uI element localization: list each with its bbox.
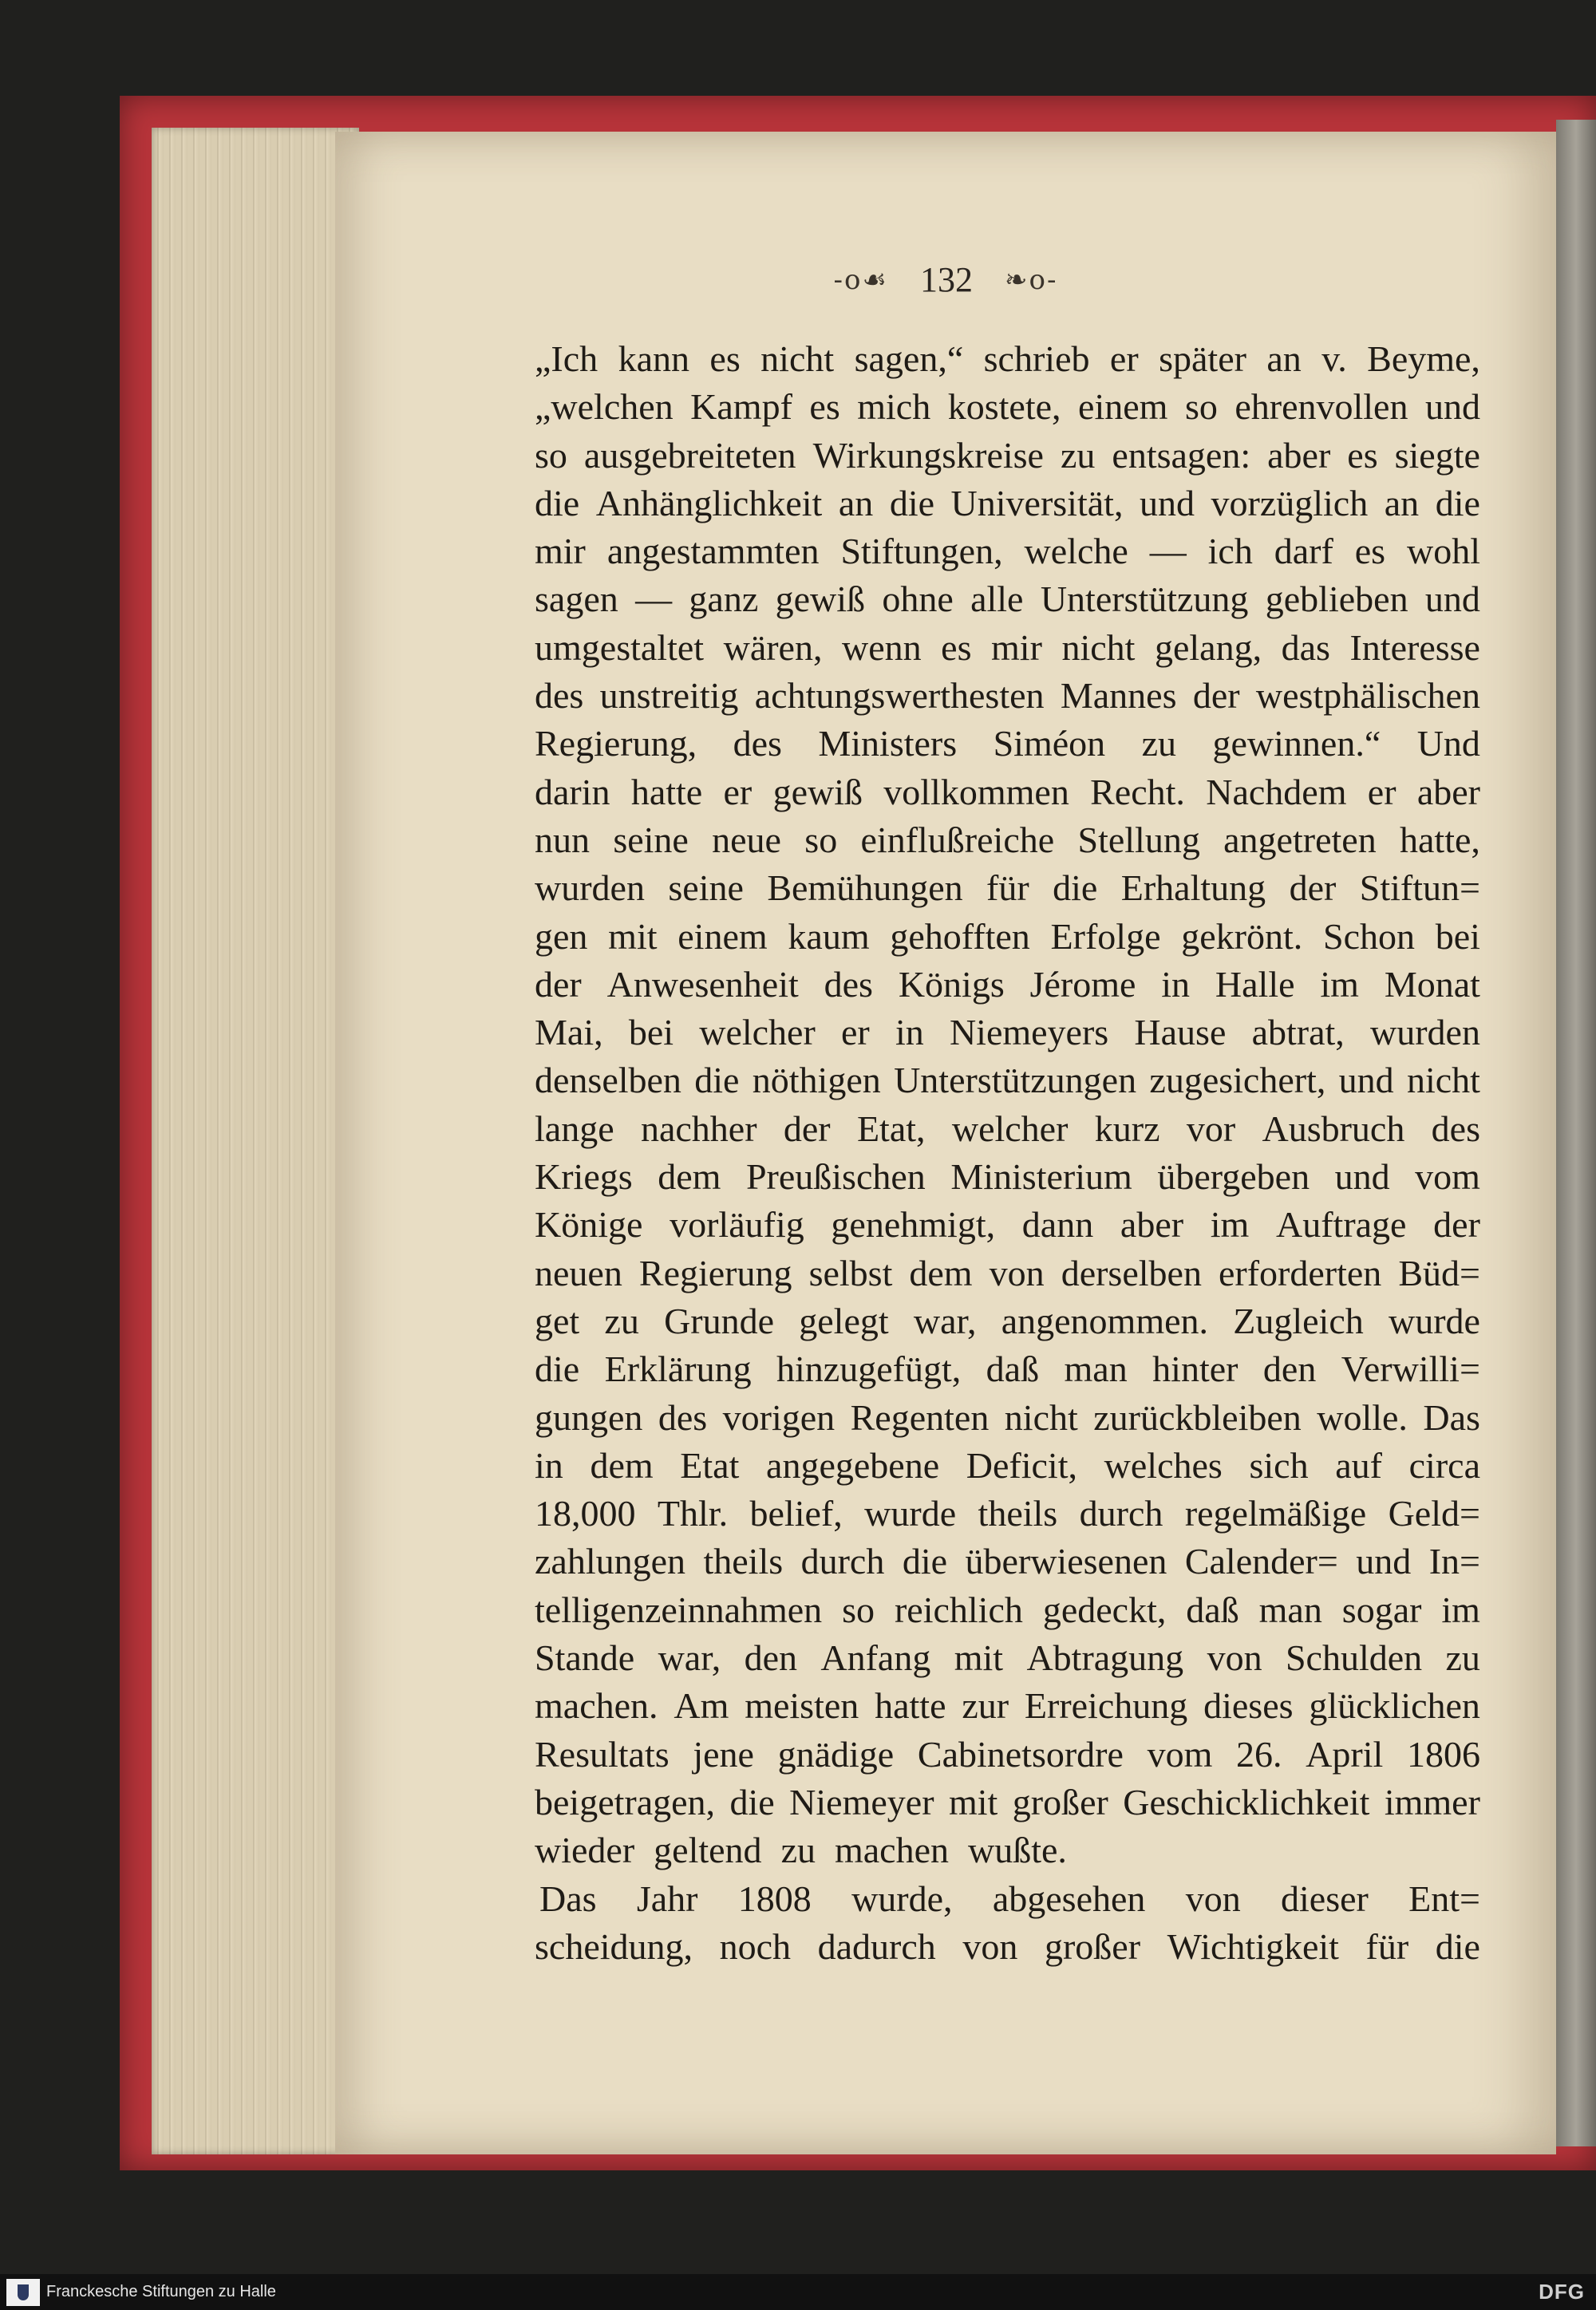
text-line: scheidung, noch dadurch von großer Wichtigkeit für die	[535, 1925, 1480, 1967]
text-line: telligenzeinnahmen so reichlich gedeckt, daß man sogar im	[535, 1589, 1480, 1630]
text-line: wurden seine Bemühungen für die Erhaltung der Stiftun=	[535, 867, 1480, 909]
text-line: mir angestammten Stiftungen, welche — ich darf es wohl	[535, 531, 1480, 572]
text-line: neuen Regierung selbst dem von derselben erforderten Büd=	[535, 1252, 1480, 1293]
text-line: gen mit einem kaum gehofften Erfolge gekrönt. Schon bei	[535, 915, 1480, 957]
text-line: machen. Am meisten hatte zur Erreichung dieses glücklichen	[535, 1685, 1480, 1727]
text-line: lange nachher der Etat, welcher kurz vor Ausbruch des	[535, 1108, 1480, 1149]
text-line: darin hatte er gewiß vollkommen Recht. Nachdem er aber	[535, 771, 1480, 812]
text-line: zahlungen theils durch die überwiesenen Calender= und In=	[535, 1541, 1480, 1582]
ornament-right-icon: ❧o-	[1005, 263, 1058, 296]
text-line: Kriegs dem Preußischen Ministerium übergeben und vom	[535, 1156, 1480, 1198]
dfg-logo: DFG	[1539, 2280, 1585, 2304]
book-page	[335, 132, 1556, 2154]
text-line: nun seine neue so einflußreiche Stellung angetreten hatte,	[535, 819, 1480, 860]
page-number: 132	[920, 260, 973, 299]
viewer-footer	[0, 2274, 1596, 2310]
text-line: die Anhänglichkeit an die Universität, und vorzüglich an die	[535, 482, 1480, 523]
text-line: umgestaltet wären, wenn es mir nicht gelang, das Interesse	[535, 626, 1480, 668]
body-text	[535, 335, 1480, 1971]
text-line: Könige vorläufig genehmigt, dann aber im Auftrage der	[535, 1204, 1480, 1246]
text-line: so ausgebreiteten Wirkungskreise zu entsagen: aber es siegte	[535, 434, 1480, 476]
text-line: des unstreitig achtungswerthesten Mannes der westphälischen	[535, 675, 1480, 717]
book-spine-edge	[1556, 120, 1596, 2146]
text-line: „welchen Kampf es mich kostete, einem so ehrenvollen und	[535, 386, 1480, 428]
text-line: die Erklärung hinzugefügt, daß man hinter den Verwilli=	[535, 1348, 1480, 1390]
text-line: denselben die nöthigen Unterstützungen zugesichert, und nicht	[535, 1060, 1480, 1101]
text-line: Stande war, den Anfang mit Abtragung von Schulden zu	[535, 1637, 1480, 1679]
text-line: get zu Grunde gelegt war, angenommen. Zugleich wurde	[535, 1300, 1480, 1341]
text-line: Das Jahr 1808 wurde, abgesehen von dieser Ent=	[539, 1878, 1480, 1919]
text-line: gungen des vorigen Regenten nicht zurückbleiben wolle. Das	[535, 1396, 1480, 1438]
text-line: 18,000 Thlr. belief, wurde theils durch regelmäßige Geld=	[535, 1493, 1480, 1534]
institution-name[interactable]: Franckesche Stiftungen zu Halle	[46, 2283, 276, 2300]
text-line: wieder geltend zu machen wußte.	[535, 1830, 1067, 1871]
page-header	[335, 259, 1556, 300]
text-line: Mai, bei welcher er in Niemeyers Hause abtrat, wurden	[535, 1012, 1480, 1053]
text-line: „Ich kann es nicht sagen,“ schrieb er später an v. Beyme,	[535, 338, 1480, 379]
text-line: der Anwesenheit des Königs Jérome in Halle im Monat	[535, 963, 1480, 1005]
text-line: Resultats jene gnädige Cabinetsordre vom 26. April 1806	[535, 1733, 1480, 1775]
ornament-left-icon: -o☙	[833, 263, 888, 296]
institution-logo-icon[interactable]	[6, 2279, 40, 2306]
text-line: in dem Etat angegebene Deficit, welches sich auf circa	[535, 1444, 1480, 1486]
text-line: Regierung, des Ministers Siméon zu gewinnen.“ Und	[535, 723, 1480, 764]
text-line: sagen — ganz gewiß ohne alle Unterstützung geblieben und	[535, 578, 1480, 620]
text-line: beigetragen, die Niemeyer mit großer Geschicklichkeit immer	[535, 1781, 1480, 1822]
page-edges	[152, 128, 359, 2154]
